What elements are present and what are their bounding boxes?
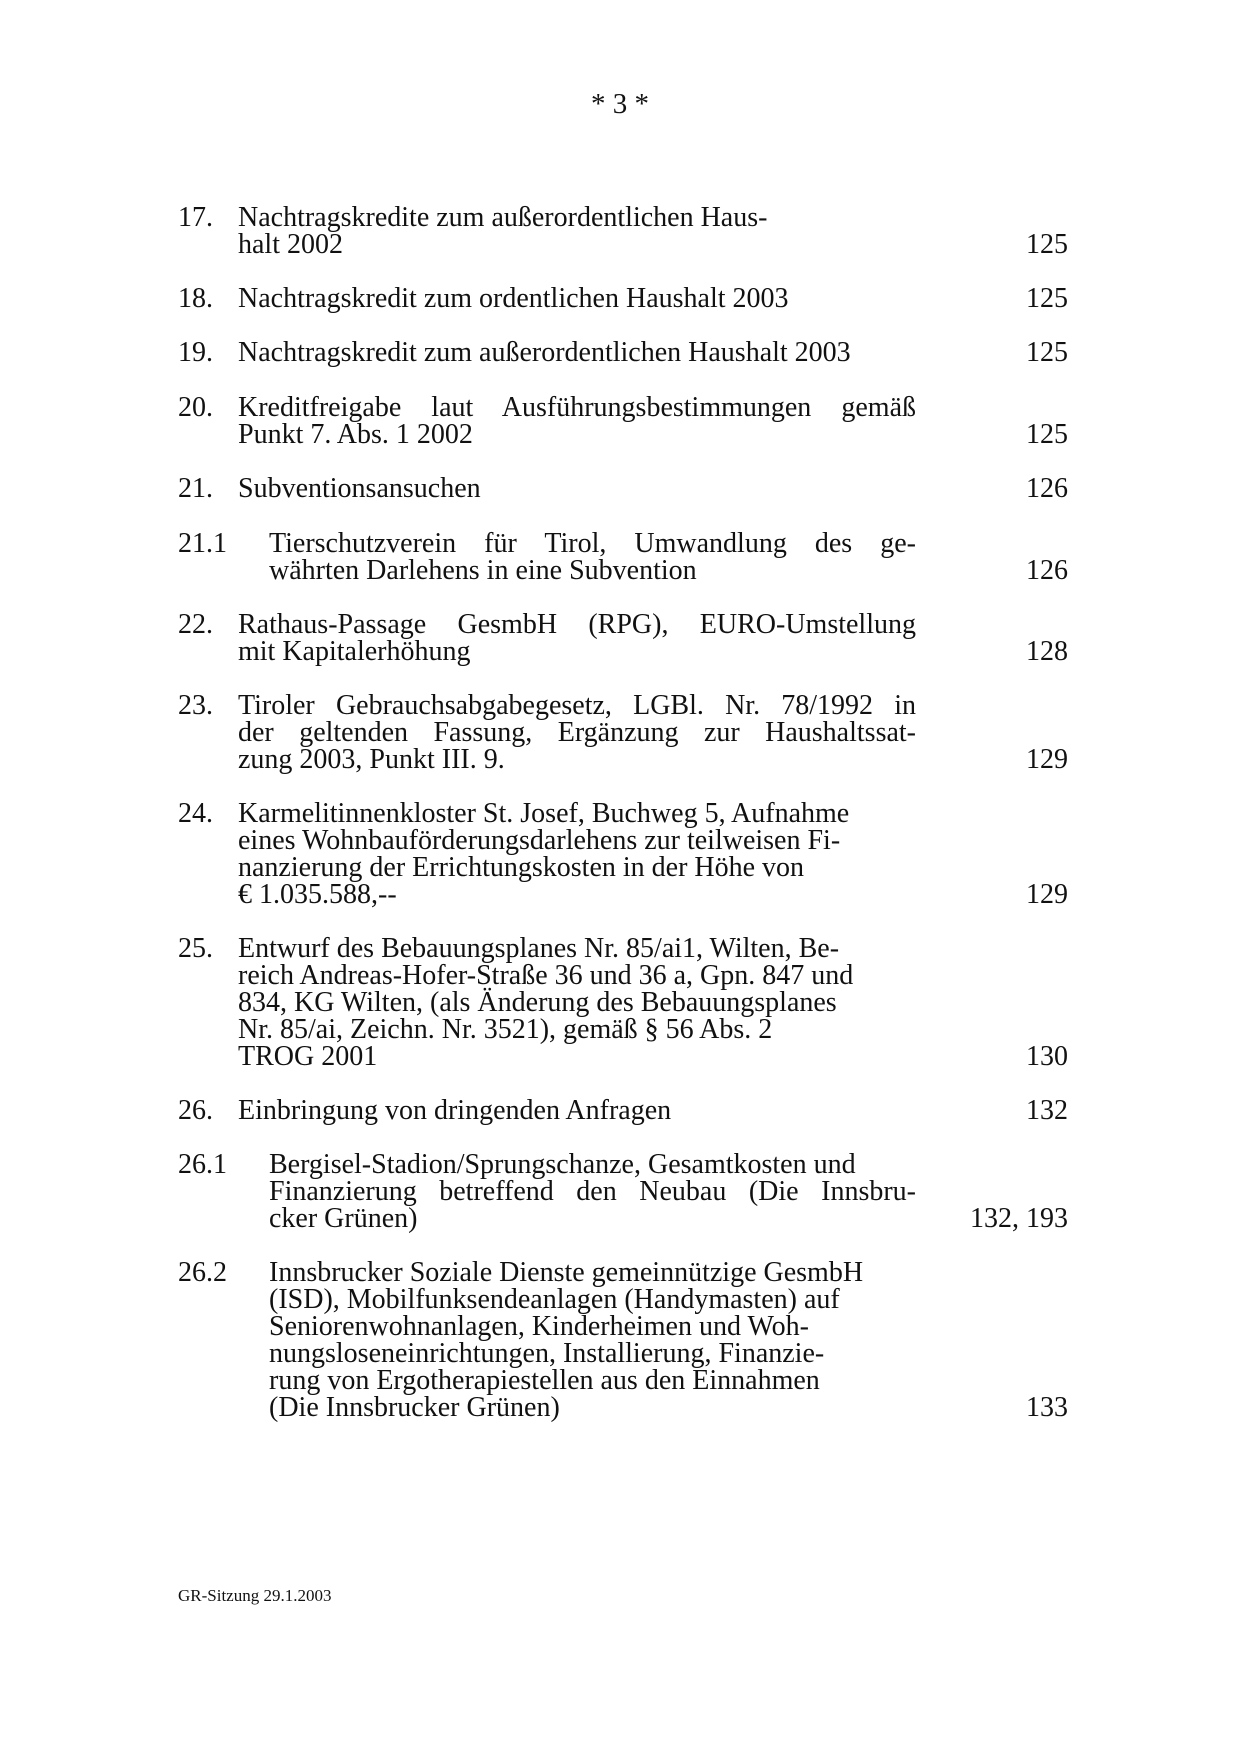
toc-entry-19 [178, 339, 1068, 366]
entry-number: 18. [178, 283, 213, 314]
entry-line: währten Darlehens in eine Subvention [269, 555, 697, 586]
entry-line: Einbringung von dringenden Anfragen [238, 1095, 672, 1126]
entry-line: nungsloseneinrichtungen, Installierung, Finanzie- [269, 1338, 825, 1369]
entry-line: der geltenden Fassung, Ergänzung zur Haushaltssat- [238, 717, 916, 748]
entry-number: 26.1 [178, 1149, 227, 1180]
entry-number: 22. [178, 609, 213, 640]
entry-line: Seniorenwohnanlagen, Kinderheimen und Woh- [269, 1311, 809, 1342]
entry-line: Subventionsansuchen [238, 473, 481, 504]
entry-line: rung von Ergotherapiestellen aus den Einnahmen [269, 1365, 820, 1396]
toc-entry-26 [178, 1097, 1068, 1124]
entry-page-number: 128 [1026, 636, 1068, 667]
toc-entry-21 [178, 475, 1068, 502]
entry-page-number: 125 [1026, 283, 1068, 314]
entry-title [238, 475, 1070, 502]
entry-page-number: 130 [1026, 1041, 1068, 1072]
entry-line: Punkt 7. Abs. 1 2002 [238, 419, 473, 450]
entry-line: Tiroler Gebrauchsabgabegesetz, LGBl. Nr. 78/1992 in [238, 690, 916, 721]
entry-line: Nachtragskredit zum ordentlichen Haushalt 2003 [238, 283, 789, 314]
entry-page-number: 126 [1026, 473, 1068, 504]
entry-number: 21. [178, 473, 213, 504]
entry-line: reich Andreas-Hofer-Straße 36 und 36 a, Gpn. 847 und [238, 960, 854, 991]
toc-entry-18 [178, 285, 1068, 312]
entry-line: halt 2002 [238, 229, 343, 260]
entry-page-number: 133 [1026, 1392, 1068, 1423]
entry-line: Tierschutzverein für Tirol, Umwandlung des ge- [269, 528, 916, 559]
entry-page-number: 125 [1026, 337, 1068, 368]
entry-title [238, 611, 1070, 665]
toc-entry-23 [178, 692, 1068, 773]
entry-line: 834, KG Wilten, (als Änderung des Bebauungsplanes [238, 987, 837, 1018]
entry-line: zung 2003, Punkt III. 9. [238, 744, 505, 775]
toc-entry-24 [178, 800, 1068, 908]
entry-title [238, 1097, 1070, 1124]
entry-title [238, 204, 1070, 258]
entry-page-number: 125 [1026, 419, 1068, 450]
toc-entry-22 [178, 611, 1068, 665]
entry-line: Innsbrucker Soziale Dienste gemeinnützige GesmbH [269, 1257, 864, 1288]
entry-line: Kreditfreigabe laut Ausführungsbestimmungen gemäß [238, 392, 916, 423]
toc-entry-26-2 [178, 1259, 1068, 1421]
entry-line: Karmelitinnenkloster St. Josef, Buchweg 5, Aufnahme [238, 798, 850, 829]
entry-number: 21.1 [178, 528, 227, 559]
entry-line: mit Kapitalerhöhung [238, 636, 471, 667]
entry-number: 26. [178, 1095, 213, 1126]
entry-title [269, 1151, 1070, 1232]
entry-number: 23. [178, 690, 213, 721]
entry-number: 26.2 [178, 1257, 227, 1288]
entry-line: Rathaus-Passage GesmbH (RPG), EURO-Umstellung [238, 609, 916, 640]
entry-title [238, 339, 1070, 366]
entry-line: Entwurf des Bebauungsplanes Nr. 85/ai1, Wilten, Be- [238, 933, 840, 964]
entry-line: (Die Innsbrucker Grünen) [269, 1392, 560, 1423]
entry-page-number: 129 [1026, 744, 1068, 775]
page-number: * 3 * [591, 88, 649, 120]
entry-number: 20. [178, 392, 213, 423]
toc-entry-21-1 [178, 530, 1068, 584]
toc-entry-17 [178, 204, 1068, 258]
entry-line: cker Grünen) [269, 1203, 418, 1234]
entry-line: Nachtragskredit zum außerordentlichen Haushalt 2003 [238, 337, 851, 368]
entry-title [238, 800, 1070, 908]
entry-line: TROG 2001 [238, 1041, 378, 1072]
entry-page-number: 129 [1026, 879, 1068, 910]
entry-number: 19. [178, 337, 213, 368]
toc-entry-25 [178, 935, 1068, 1070]
entry-title [238, 935, 1070, 1070]
entry-page-number: 132 [1026, 1095, 1068, 1126]
entry-title [238, 692, 1070, 773]
entry-page-number: 126 [1026, 555, 1068, 586]
entry-title [238, 285, 1070, 312]
entry-line: (ISD), Mobilfunksendeanlagen (Handymasten) auf [269, 1284, 840, 1315]
entry-line: eines Wohnbauförderungsdarlehens zur teilweisen Fi- [238, 825, 841, 856]
entry-title [269, 1259, 1070, 1421]
entry-page-number: 132, 193 [970, 1203, 1068, 1234]
entry-page-number: 125 [1026, 229, 1068, 260]
entry-number: 17. [178, 202, 213, 233]
entry-number: 25. [178, 933, 213, 964]
entry-line: nanzierung der Errichtungskosten in der Höhe von [238, 852, 805, 883]
entry-number: 24. [178, 798, 213, 829]
entry-title [238, 394, 1070, 448]
entry-line: Bergisel-Stadion/Sprungschanze, Gesamtkosten und [269, 1149, 856, 1180]
toc-entry-20 [178, 394, 1068, 448]
entry-line: Nr. 85/ai, Zeichn. Nr. 3521), gemäß § 56 Abs. 2 [238, 1014, 773, 1045]
entry-line: € 1.035.588,-- [238, 879, 397, 910]
entry-title [269, 530, 1070, 584]
entry-line: Nachtragskredite zum außerordentlichen Haus- [238, 202, 768, 233]
footer-session-date: GR-Sitzung 29.1.2003 [178, 1586, 332, 1605]
entry-line: Finanzierung betreffend den Neubau (Die Innsbru- [269, 1176, 916, 1207]
toc-entry-26-1 [178, 1151, 1068, 1232]
